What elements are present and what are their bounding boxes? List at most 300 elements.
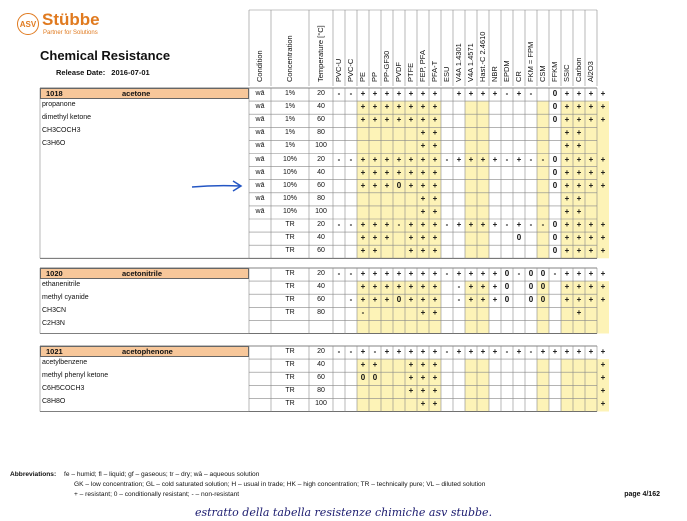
resistance-value: + [384,115,390,125]
resistance-value: - [337,220,341,229]
resistance-value: + [408,295,414,305]
annotation-arrow-icon [190,177,245,195]
row-condition: wā [255,90,265,97]
resistance-value: + [360,360,366,370]
resistance-value: 0 [504,269,510,278]
abbreviations-states: fe – humid; fl – liquid; gf – gaseous; tr – dry; wā – aqueous solution [64,471,260,478]
column-header: PE [358,71,367,82]
resistance-value: + [432,193,438,203]
row-temperature: 20 [317,270,325,277]
resistance-value: + [600,282,606,292]
resistance-value: + [576,128,582,138]
resistance-value: + [420,233,426,243]
resistance-value: + [588,295,594,305]
row-temperature: 100 [315,207,327,215]
resistance-value: + [600,295,606,305]
resistance-value: + [564,102,570,112]
resistance-value: + [564,167,570,177]
resistance-value: - [349,347,353,356]
resistance-value: + [600,167,606,177]
column-header: V4A 1.4571 [466,43,475,82]
row-temperature: 80 [317,194,325,202]
resistance-value: + [492,269,498,278]
resistance-value: + [408,269,414,278]
resistance-value: 0 [540,295,546,305]
resistance-value: + [588,180,594,190]
resistance-value: + [564,233,570,243]
document-title: Chemical Resistance [40,48,171,63]
resistance-value: + [456,89,462,98]
row-concentration: 1% [284,103,296,111]
section-number: 1020 [46,269,63,278]
resistance-value: + [480,154,486,164]
row-temperature: 40 [317,103,325,111]
resistance-value: + [468,269,474,278]
resistance-value: + [600,89,606,98]
resistance-value: + [432,206,438,216]
resistance-value: 0 [552,102,558,112]
resistance-value: 0 [504,295,510,305]
resistance-value: 0 [540,282,546,292]
column-header: Concentration [285,35,294,82]
resistance-value: + [396,347,402,356]
row-condition: wā [255,103,265,111]
resistance-value: + [480,269,486,278]
resistance-value: - [457,295,461,305]
resistance-value: + [420,154,426,164]
resistance-value: + [384,233,390,243]
chemical-synonym: methyl cyanide [42,294,89,302]
resistance-value: + [600,233,606,243]
chemical-synonym: C8H8O [42,398,66,406]
column-header: PVC-C [346,58,355,82]
resistance-value: + [468,295,474,305]
resistance-value: + [396,167,402,177]
column-header: PTFE [406,62,415,82]
resistance-value: + [516,347,522,356]
resistance-value: + [588,154,594,164]
row-temperature: 100 [315,142,327,150]
row-condition: wā [255,207,265,215]
row-temperature: 80 [317,309,325,317]
resistance-value: + [408,115,414,125]
resistance-value: - [529,89,533,98]
resistance-value: + [432,360,438,370]
row-condition: wā [255,142,265,150]
resistance-value: + [600,102,606,112]
resistance-value: + [576,282,582,292]
resistance-value: - [529,220,533,229]
resistance-value: + [576,295,582,305]
resistance-value: + [432,167,438,177]
column-header: CSM [538,65,547,82]
resistance-value: + [564,246,570,256]
resistance-value: 0 [552,233,558,243]
resistance-value: - [541,220,545,229]
resistance-value: + [576,246,582,256]
resistance-value: 0 [360,373,366,383]
row-concentration: TR [285,283,295,291]
resistance-value: + [384,167,390,177]
resistance-value: 0 [396,180,402,190]
resistance-value: + [600,246,606,256]
resistance-value: + [372,220,378,229]
resistance-value: + [576,154,582,164]
brand-logo-icon: ASV [17,13,39,35]
row-temperature: 20 [317,221,325,228]
resistance-value: + [408,154,414,164]
resistance-value: - [445,220,449,229]
resistance-value: + [420,89,426,98]
column-header: PVC-U [334,58,343,82]
chemical-synonym: ethanenitrile [42,281,81,288]
resistance-value: + [408,89,414,98]
resistance-value: + [576,180,582,190]
resistance-value: + [564,295,570,305]
resistance-value: + [516,89,522,98]
resistance-value: + [432,295,438,305]
chemical-synonym: C2H3N [42,320,65,328]
resistance-value: + [420,295,426,305]
resistance-value: + [408,373,414,383]
row-concentration: 10% [282,155,297,163]
resistance-value: - [505,89,509,98]
resistance-value: + [360,167,366,177]
resistance-value: + [432,386,438,396]
row-concentration: TR [285,309,295,317]
resistance-value: 0 [516,233,522,243]
abbreviations-line-2: GK – low concentration; GL – cold saturated solution; H – usual in trade; HK – high concentration; TR – technically pure; VL – diluted solution [74,481,486,488]
resistance-value: + [576,233,582,243]
resistance-value: + [576,308,582,318]
resistance-value: + [360,180,366,190]
resistance-value: + [420,360,426,370]
column-header: NBR [490,66,499,82]
row-condition: wā [255,168,265,176]
row-temperature: 40 [317,234,325,242]
row-concentration: TR [285,400,295,408]
resistance-value: + [432,115,438,125]
resistance-value: + [420,141,426,151]
resistance-value: 0 [552,220,558,229]
resistance-value: + [432,154,438,164]
resistance-value: + [432,269,438,278]
resistance-value: + [432,89,438,98]
resistance-value: + [360,295,366,305]
column-header: Temperature [°C] [316,25,325,82]
chemical-synonym: acetylbenzene [42,359,88,366]
chemical-synonym: CH3CN [42,307,67,315]
resistance-value: 0 [552,154,558,164]
resistance-value: - [517,269,521,278]
resistance-value: 0 [528,282,534,292]
resistance-value: - [445,269,449,278]
resistance-value: + [432,220,438,229]
column-header: PVDF [394,61,403,82]
resistance-value: + [468,282,474,292]
resistance-value: + [408,233,414,243]
resistance-value: 0 [528,295,534,305]
resistance-value: + [576,115,582,125]
resistance-value: + [564,220,570,229]
row-temperature: 100 [315,400,327,408]
resistance-value: - [529,347,533,356]
resistance-value: + [576,167,582,177]
resistance-value: + [360,282,366,292]
resistance-value: + [420,102,426,112]
resistance-value: + [420,167,426,177]
resistance-value: - [445,154,449,164]
resistance-value: + [372,167,378,177]
resistance-value: + [360,269,366,278]
resistance-value: - [349,269,353,278]
resistance-value: + [600,220,606,229]
release-date: 2016-07-01 [111,68,150,77]
row-concentration: TR [285,296,295,304]
row-temperature: 60 [317,296,325,304]
resistance-value: - [373,347,377,356]
resistance-value: + [576,102,582,112]
row-temperature: 20 [317,348,325,355]
resistance-value: + [372,360,378,370]
resistance-value: + [408,386,414,396]
resistance-value: + [372,89,378,98]
row-concentration: 1% [284,129,296,137]
row-condition: wā [255,194,265,202]
resistance-value: 0 [528,269,534,278]
resistance-value: + [360,220,366,229]
row-concentration: 10% [282,194,297,202]
row-temperature: 40 [317,168,325,176]
resistance-value: + [372,154,378,164]
resistance-value: + [408,282,414,292]
resistance-value: + [432,233,438,243]
section-name: acetone [122,89,151,98]
resistance-value: + [396,115,402,125]
resistance-value: + [372,233,378,243]
brand-tagline: Partner for Solutions [43,30,98,36]
resistance-value: + [564,128,570,138]
section-number: 1021 [46,347,63,356]
resistance-value: + [468,154,474,164]
row-temperature: 80 [317,129,325,137]
chemical-synonym: methyl phenyl ketone [42,372,109,380]
column-header: Carbon [574,57,583,82]
resistance-value: + [564,347,570,356]
release-label: Release Date: [56,68,106,77]
row-condition: wā [255,116,265,124]
section-name: acetonitrile [122,269,163,278]
resistance-value: + [360,154,366,164]
resistance-value: + [432,246,438,256]
row-concentration: TR [285,387,295,395]
resistance-value: + [372,180,378,190]
brand-name: Stübbe [42,10,100,29]
resistance-value: + [600,386,606,396]
resistance-value: + [456,220,462,229]
resistance-value: + [600,373,606,383]
resistance-value: + [420,308,426,318]
row-concentration: 10% [282,181,297,189]
column-header: Al2O3 [586,61,595,82]
column-header: Hast.-C 2.4610 [478,31,487,82]
resistance-value: + [576,269,582,278]
resistance-value: + [480,220,486,229]
resistance-value: + [492,347,498,356]
resistance-value: - [445,347,449,356]
resistance-value: + [564,206,570,216]
resistance-value: + [360,246,366,256]
resistance-value: + [588,282,594,292]
row-condition: wā [255,155,265,163]
resistance-value: + [600,180,606,190]
resistance-value: + [420,269,426,278]
resistance-value: + [576,141,582,151]
resistance-value: + [360,89,366,98]
resistance-value: + [588,102,594,112]
row-condition: wā [255,129,265,137]
row-temperature: 40 [317,283,325,291]
resistance-value: + [420,128,426,138]
row-concentration: TR [285,374,295,382]
resistance-value: + [516,154,522,164]
resistance-value: + [432,373,438,383]
resistance-value: + [492,154,498,164]
resistance-value: 0 [552,89,558,98]
column-header: EPDM [502,60,511,82]
resistance-value: + [492,295,498,305]
abbreviations-title: Abbreviations: [10,471,57,478]
row-temperature: 40 [317,361,325,369]
resistance-value: 0 [552,167,558,177]
resistance-value: - [349,295,353,305]
resistance-value: + [564,89,570,98]
resistance-value: + [408,220,414,229]
resistance-value: + [576,193,582,203]
resistance-value: + [408,347,414,356]
resistance-value: + [588,347,594,356]
resistance-value: + [396,102,402,112]
abbreviations-line-3: + – resistant; 0 – conditionally resistant; - – non-resistant [74,491,240,498]
resistance-value: - [337,269,341,278]
column-header: SSIC [562,64,571,82]
resistance-value: + [576,220,582,229]
resistance-value: + [432,180,438,190]
resistance-value: 0 [552,180,558,190]
chemical-synonym: C6H5COCH3 [42,385,85,393]
resistance-value: 0 [540,269,546,278]
resistance-value: + [564,115,570,125]
column-header: FKM = FPM [526,41,535,82]
resistance-value: + [600,115,606,125]
resistance-value: + [564,269,570,278]
resistance-value: - [529,154,533,164]
resistance-value: + [564,141,570,151]
resistance-value: + [372,282,378,292]
resistance-value: - [361,308,365,318]
resistance-value: + [552,347,558,356]
chemical-synonym: propanone [42,101,76,108]
resistance-value: + [420,193,426,203]
resistance-value: - [505,154,509,164]
column-header: PP [370,71,379,82]
resistance-value: + [600,347,606,356]
chemical-synonym: CH3COCH3 [42,127,81,135]
resistance-value: + [432,128,438,138]
resistance-value: + [408,102,414,112]
row-concentration: TR [285,361,295,369]
resistance-value: + [492,220,498,229]
abbreviations-line-1 [10,471,259,478]
resistance-value: + [372,295,378,305]
resistance-value: + [396,269,402,278]
row-condition: wā [255,181,265,189]
resistance-value: + [408,246,414,256]
resistance-value: + [384,347,390,356]
resistance-value: 0 [552,246,558,256]
resistance-value: + [480,282,486,292]
resistance-value: - [397,220,401,229]
resistance-value: + [396,282,402,292]
resistance-value: + [420,220,426,229]
row-temperature: 20 [317,90,325,97]
row-concentration: TR [285,270,295,277]
resistance-value: + [432,282,438,292]
resistance-value: + [360,347,366,356]
row-concentration: TR [285,348,295,355]
resistance-value: + [576,206,582,216]
resistance-value: - [337,89,341,98]
resistance-value: + [396,89,402,98]
resistance-value: + [432,399,438,409]
row-concentration: 1% [284,90,296,97]
resistance-value: - [553,269,557,278]
row-temperature: 60 [317,116,325,124]
resistance-value: + [420,347,426,356]
row-temperature: 80 [317,387,325,395]
resistance-value: 0 [372,373,378,383]
resistance-value: 0 [552,115,558,125]
resistance-value: + [384,154,390,164]
page-number: page 4/162 [624,491,660,498]
row-concentration: 1% [284,142,296,150]
resistance-value: + [420,180,426,190]
resistance-value: + [456,269,462,278]
section-number: 1018 [46,89,63,98]
column-header: V4A 1.4301 [454,43,463,82]
resistance-value: + [468,220,474,229]
resistance-value: + [588,167,594,177]
resistance-value: + [360,102,366,112]
resistance-value: + [600,154,606,164]
resistance-value: + [408,360,414,370]
column-header: FEP, PFA [418,50,427,82]
row-concentration: TR [285,234,295,242]
resistance-value: + [564,154,570,164]
resistance-value: + [588,115,594,125]
resistance-value: + [516,220,522,229]
resistance-value: - [337,347,341,356]
resistance-value: + [420,246,426,256]
resistance-value: + [480,347,486,356]
row-temperature: 60 [317,181,325,189]
resistance-value: + [420,399,426,409]
resistance-value: + [564,282,570,292]
resistance-value: + [384,102,390,112]
column-header: PFA-T [430,60,439,82]
resistance-value: + [600,399,606,409]
resistance-value: + [384,89,390,98]
